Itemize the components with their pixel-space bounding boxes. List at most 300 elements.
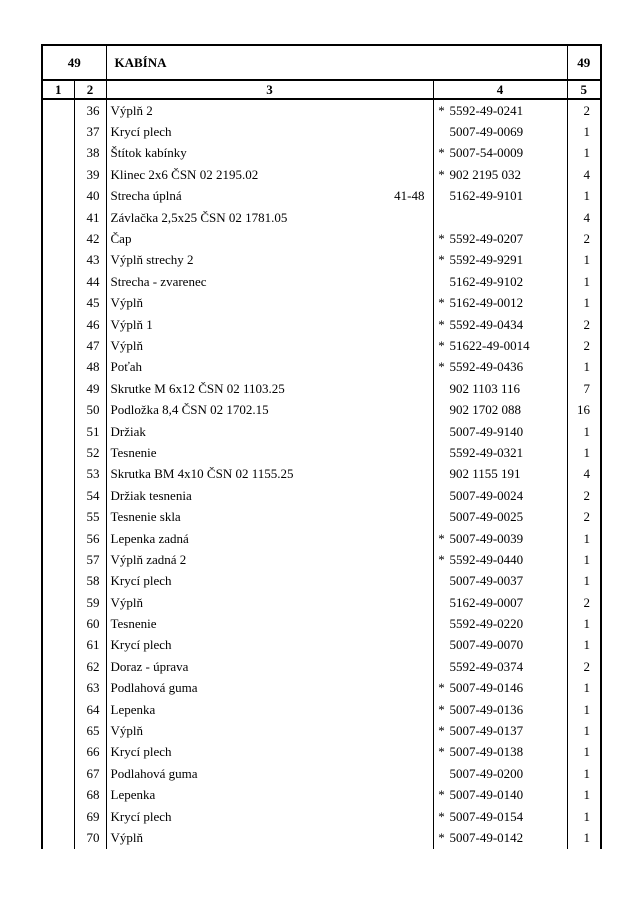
part-name-cell: [106, 592, 433, 613]
quantity: 1: [567, 806, 601, 827]
part-name: Skrutke M 6x12 ČSN 02 1103.25: [110, 380, 285, 396]
table-row: [42, 250, 601, 271]
quantity: 2: [567, 314, 601, 335]
catalog-number: 5592-49-0220: [449, 616, 524, 632]
quantity: 2: [567, 485, 601, 506]
group-header-row: [42, 45, 601, 80]
part-name: Tesnenie: [110, 444, 157, 460]
quantity: 2: [567, 656, 601, 677]
table-row: [42, 99, 601, 121]
catalog-cell: [433, 806, 567, 827]
quantity: 1: [567, 442, 601, 463]
catalog-number: 5007-49-0039: [449, 530, 524, 546]
catalog-cell: [433, 357, 567, 378]
catalog-cell: [433, 656, 567, 677]
cell-col1: [42, 357, 74, 378]
part-name-cell: [106, 164, 433, 185]
catalog-cell: [433, 720, 567, 741]
asterisk-mark: *: [438, 166, 445, 182]
position-number: 49: [74, 378, 106, 399]
catalog-cell: [433, 485, 567, 506]
part-name-cell: [106, 613, 433, 634]
catalog-cell: [433, 335, 567, 356]
catalog-number: 5007-49-0137: [449, 723, 524, 739]
part-name-cell: [106, 250, 433, 271]
catalog-cell: [433, 678, 567, 699]
quantity: 1: [567, 742, 601, 763]
part-name: Výplň: [110, 295, 143, 311]
table-row: [42, 164, 601, 185]
catalog-number: 5592-49-9291: [449, 252, 524, 268]
quantity: 4: [567, 207, 601, 228]
part-name-cell: [106, 678, 433, 699]
asterisk-mark: *: [438, 701, 445, 717]
catalog-number: 5592-49-0374: [449, 658, 524, 674]
cell-col1: [42, 335, 74, 356]
catalog-cell: [433, 635, 567, 656]
catalog-cell: [433, 763, 567, 784]
quantity: 4: [567, 464, 601, 485]
column-header-4: 4: [433, 80, 567, 99]
part-name: Výplň zadná 2: [110, 551, 187, 567]
table-row: [42, 485, 601, 506]
catalog-number: 5592-49-0436: [449, 359, 524, 375]
catalog-cell: [433, 378, 567, 399]
catalog-number: 5007-49-0136: [449, 701, 524, 717]
part-name: Strecha - zvarenec: [110, 273, 207, 289]
catalog-cell: [433, 421, 567, 442]
quantity: 1: [567, 421, 601, 442]
part-name-cell: [106, 335, 433, 356]
quantity: 1: [567, 613, 601, 634]
part-name: Lepenka zadná: [110, 530, 189, 546]
part-name-cell: [106, 271, 433, 292]
catalog-cell: [433, 143, 567, 164]
quantity: 1: [567, 720, 601, 741]
asterisk-mark: *: [438, 530, 445, 546]
part-name: Strecha úplná: [110, 188, 182, 204]
position-number: 58: [74, 571, 106, 592]
table-row: [42, 121, 601, 142]
table-row: [42, 378, 601, 399]
part-name: Čap: [110, 231, 132, 247]
cell-col1: [42, 678, 74, 699]
position-number: 62: [74, 656, 106, 677]
group-number-right: 49: [567, 45, 601, 80]
cell-col1: [42, 720, 74, 741]
part-name-cell: [106, 485, 433, 506]
table-row: [42, 442, 601, 463]
asterisk-mark: *: [438, 744, 445, 760]
part-name: Tesnenie skla: [110, 509, 181, 525]
part-name: Krycí plech: [110, 124, 172, 140]
table-row: [42, 678, 601, 699]
catalog-cell: [433, 164, 567, 185]
catalog-number: 5592-49-0207: [449, 231, 524, 247]
part-name: Doraz - úprava: [110, 658, 189, 674]
cell-col1: [42, 228, 74, 249]
part-name: Závlačka 2,5x25 ČSN 02 1781.05: [110, 209, 288, 225]
position-number: 43: [74, 250, 106, 271]
table-row: [42, 186, 601, 207]
cell-col1: [42, 827, 74, 848]
position-number: 68: [74, 785, 106, 806]
asterisk-mark: *: [438, 252, 445, 268]
cell-col1: [42, 250, 74, 271]
position-number: 36: [74, 99, 106, 121]
position-number: 39: [74, 164, 106, 185]
quantity: 2: [567, 228, 601, 249]
position-number: 65: [74, 720, 106, 741]
cell-col1: [42, 485, 74, 506]
quantity: 1: [567, 271, 601, 292]
position-number: 64: [74, 699, 106, 720]
position-number: 56: [74, 528, 106, 549]
table-row: [42, 806, 601, 827]
position-number: 47: [74, 335, 106, 356]
catalog-number: 5007-49-0142: [449, 829, 524, 845]
part-name: Tesnenie: [110, 616, 157, 632]
part-name-cell: [106, 293, 433, 314]
part-name: Výplň: [110, 829, 143, 845]
part-name: Výplň: [110, 594, 143, 610]
part-name: Krycí plech: [110, 808, 172, 824]
cell-col1: [42, 121, 74, 142]
part-name: Poťah: [110, 359, 143, 375]
cell-col1: [42, 571, 74, 592]
cell-col1: [42, 613, 74, 634]
part-name: Podložka 8,4 ČSN 02 1702.15: [110, 402, 269, 418]
position-number: 42: [74, 228, 106, 249]
cell-col1: [42, 378, 74, 399]
table-row: [42, 314, 601, 335]
part-name-cell: [106, 742, 433, 763]
cell-col1: [42, 806, 74, 827]
catalog-number: 5162-49-0007: [449, 594, 524, 610]
table-row: [42, 464, 601, 485]
table-row: [42, 506, 601, 527]
catalog-number: 5007-49-9140: [449, 423, 524, 439]
part-name: Výplň strechy 2: [110, 252, 194, 268]
catalog-cell: [433, 314, 567, 335]
quantity: 1: [567, 827, 601, 848]
catalog-cell: [433, 528, 567, 549]
position-number: 67: [74, 763, 106, 784]
table-row: [42, 207, 601, 228]
catalog-number: 902 1155 191: [449, 466, 521, 482]
catalog-number: 5162-49-9102: [449, 273, 524, 289]
parts-table: [41, 44, 602, 849]
catalog-number: 5007-49-0024: [449, 487, 524, 503]
quantity: 2: [567, 506, 601, 527]
position-number: 60: [74, 613, 106, 634]
quantity: 2: [567, 592, 601, 613]
part-name: Držiak: [110, 423, 146, 439]
cell-col1: [42, 763, 74, 784]
catalog-number: 5007-49-0154: [449, 808, 524, 824]
part-name: Skrutka BM 4x10 ČSN 02 1155.25: [110, 466, 294, 482]
cell-col1: [42, 442, 74, 463]
asterisk-mark: *: [438, 787, 445, 803]
cell-col1: [42, 293, 74, 314]
catalog-number: 902 1103 116: [449, 380, 521, 396]
part-name-cell: [106, 99, 433, 121]
part-name: Výplň 2: [110, 102, 153, 118]
part-name-cell: [106, 399, 433, 420]
cell-col1: [42, 506, 74, 527]
position-number: 46: [74, 314, 106, 335]
catalog-cell: [433, 186, 567, 207]
quantity: 1: [567, 186, 601, 207]
quantity: 2: [567, 335, 601, 356]
part-name-cell: [106, 699, 433, 720]
catalog-number: 5007-49-0069: [449, 124, 524, 140]
quantity: 4: [567, 164, 601, 185]
cell-col1: [42, 635, 74, 656]
catalog-cell: [433, 293, 567, 314]
catalog-number: 5007-49-0138: [449, 744, 524, 760]
part-name: Výplň: [110, 337, 143, 353]
catalog-number: 5592-49-0241: [449, 102, 524, 118]
column-header-5: 5: [567, 80, 601, 99]
catalog-cell: [433, 271, 567, 292]
catalog-number: 5592-49-0321: [449, 444, 524, 460]
part-name-cell: [106, 506, 433, 527]
quantity: 1: [567, 635, 601, 656]
asterisk-mark: *: [438, 295, 445, 311]
position-number: 38: [74, 143, 106, 164]
part-name-cell: [106, 207, 433, 228]
quantity: 1: [567, 571, 601, 592]
table-row: [42, 335, 601, 356]
cell-col1: [42, 656, 74, 677]
cell-col1: [42, 99, 74, 121]
quantity: 1: [567, 549, 601, 570]
cell-col1: [42, 464, 74, 485]
part-name-cell: [106, 785, 433, 806]
catalog-cell: [433, 549, 567, 570]
catalog-cell: [433, 207, 567, 228]
table-row: [42, 592, 601, 613]
quantity: 1: [567, 699, 601, 720]
cell-col1: [42, 592, 74, 613]
cell-col1: [42, 549, 74, 570]
cell-col1: [42, 271, 74, 292]
asterisk-mark: *: [438, 829, 445, 845]
cell-col1: [42, 528, 74, 549]
position-number: 51: [74, 421, 106, 442]
part-name-cell: [106, 571, 433, 592]
table-row: [42, 635, 601, 656]
part-name: Krycí plech: [110, 637, 172, 653]
asterisk-mark: *: [438, 316, 445, 332]
part-name-cell: [106, 378, 433, 399]
table-row: [42, 228, 601, 249]
position-number: 63: [74, 678, 106, 699]
position-number: 54: [74, 485, 106, 506]
catalog-number: 51622-49-0014: [449, 337, 530, 353]
part-name: Výplň: [110, 723, 143, 739]
part-name-cell: [106, 827, 433, 848]
part-name-cell: [106, 421, 433, 442]
position-number: 41: [74, 207, 106, 228]
position-number: 66: [74, 742, 106, 763]
quantity: 1: [567, 293, 601, 314]
quantity: 1: [567, 763, 601, 784]
catalog-cell: [433, 121, 567, 142]
part-name: Podlahová guma: [110, 765, 198, 781]
cell-col1: [42, 421, 74, 442]
catalog-number: 5007-49-0037: [449, 573, 524, 589]
asterisk-mark: *: [438, 551, 445, 567]
catalog-cell: [433, 442, 567, 463]
cell-col1: [42, 164, 74, 185]
table-row: [42, 571, 601, 592]
catalog-cell: [433, 699, 567, 720]
column-header-3: 3: [106, 80, 433, 99]
quantity: 1: [567, 121, 601, 142]
part-name: Krycí plech: [110, 573, 172, 589]
part-name-cell: [106, 656, 433, 677]
cell-col1: [42, 314, 74, 335]
position-number: 44: [74, 271, 106, 292]
table-row: [42, 399, 601, 420]
part-name: Podlahová guma: [110, 680, 198, 696]
group-title: KABÍNA: [106, 45, 567, 80]
cell-col1: [42, 399, 74, 420]
part-name-cell: [106, 806, 433, 827]
part-name-cell: [106, 720, 433, 741]
cell-col1: [42, 785, 74, 806]
position-number: 69: [74, 806, 106, 827]
quantity: 7: [567, 378, 601, 399]
catalog-number: 5162-49-9101: [449, 188, 524, 204]
catalog-number: 902 1702 088: [449, 402, 521, 418]
position-number: 52: [74, 442, 106, 463]
table-row: [42, 656, 601, 677]
catalog-cell: [433, 506, 567, 527]
quantity: 1: [567, 143, 601, 164]
catalog-cell: [433, 785, 567, 806]
quantity: 1: [567, 250, 601, 271]
asterisk-mark: *: [438, 231, 445, 247]
catalog-cell: [433, 464, 567, 485]
asterisk-mark: *: [438, 337, 445, 353]
quantity: 1: [567, 678, 601, 699]
catalog-number: 5007-49-0140: [449, 787, 524, 803]
part-name-cell: [106, 442, 433, 463]
part-name-cell: [106, 314, 433, 335]
part-name: Držiak tesnenia: [110, 487, 192, 503]
part-name-cell: [106, 143, 433, 164]
group-number-left: 49: [42, 45, 106, 80]
position-number: 57: [74, 549, 106, 570]
table-row: [42, 742, 601, 763]
part-name-cell: [106, 464, 433, 485]
table-row: [42, 827, 601, 848]
catalog-number: 5007-49-0146: [449, 680, 524, 696]
catalog-cell: [433, 742, 567, 763]
part-name: Výplň 1: [110, 316, 153, 332]
position-number: 70: [74, 827, 106, 848]
catalog-number: 5007-49-0200: [449, 765, 524, 781]
position-number: 59: [74, 592, 106, 613]
quantity: 2: [567, 99, 601, 121]
catalog-cell: [433, 592, 567, 613]
part-name-cell: [106, 121, 433, 142]
catalog-number: 5007-54-0009: [449, 145, 524, 161]
asterisk-mark: *: [438, 808, 445, 824]
part-name: Lepenka: [110, 701, 156, 717]
table-row: [42, 143, 601, 164]
catalog-number: 5007-49-0070: [449, 637, 524, 653]
parts-list-sheet: [41, 44, 600, 849]
position-number: 45: [74, 293, 106, 314]
part-name-cell: [106, 357, 433, 378]
asterisk-mark: *: [438, 723, 445, 739]
position-number: 40: [74, 186, 106, 207]
table-row: [42, 271, 601, 292]
catalog-cell: [433, 99, 567, 121]
table-row: [42, 699, 601, 720]
cell-col1: [42, 186, 74, 207]
catalog-cell: [433, 613, 567, 634]
asterisk-mark: *: [438, 680, 445, 696]
catalog-number: 5162-49-0012: [449, 295, 524, 311]
catalog-cell: [433, 827, 567, 848]
position-number: 48: [74, 357, 106, 378]
column-header-2: 2: [74, 80, 106, 99]
table-row: [42, 293, 601, 314]
catalog-cell: [433, 399, 567, 420]
quantity: 1: [567, 357, 601, 378]
catalog-cell: [433, 228, 567, 249]
quantity: 16: [567, 399, 601, 420]
part-name-cell: [106, 186, 433, 207]
table-row: [42, 785, 601, 806]
position-number: 50: [74, 399, 106, 420]
catalog-number: 5007-49-0025: [449, 509, 524, 525]
position-number: 37: [74, 121, 106, 142]
catalog-cell: [433, 250, 567, 271]
quantity: 1: [567, 785, 601, 806]
part-name-cell: [106, 635, 433, 656]
column-header-row: [42, 80, 601, 99]
table-row: [42, 357, 601, 378]
position-range-ref: 41-48: [394, 187, 425, 203]
part-name-cell: [106, 763, 433, 784]
asterisk-mark: *: [438, 145, 445, 161]
part-name-cell: [106, 528, 433, 549]
position-number: 53: [74, 464, 106, 485]
catalog-cell: [433, 571, 567, 592]
part-name: Krycí plech: [110, 744, 172, 760]
part-name: Klinec 2x6 ČSN 02 2195.02: [110, 166, 259, 182]
position-number: 55: [74, 506, 106, 527]
table-row: [42, 528, 601, 549]
column-header-1: 1: [42, 80, 74, 99]
table-row: [42, 613, 601, 634]
asterisk-mark: *: [438, 102, 445, 118]
part-name: Lepenka: [110, 787, 156, 803]
cell-col1: [42, 699, 74, 720]
catalog-number: 902 2195 032: [449, 166, 521, 182]
part-name: Štítok kabínky: [110, 145, 187, 161]
part-name-cell: [106, 228, 433, 249]
cell-col1: [42, 742, 74, 763]
cell-col1: [42, 207, 74, 228]
quantity: 1: [567, 528, 601, 549]
